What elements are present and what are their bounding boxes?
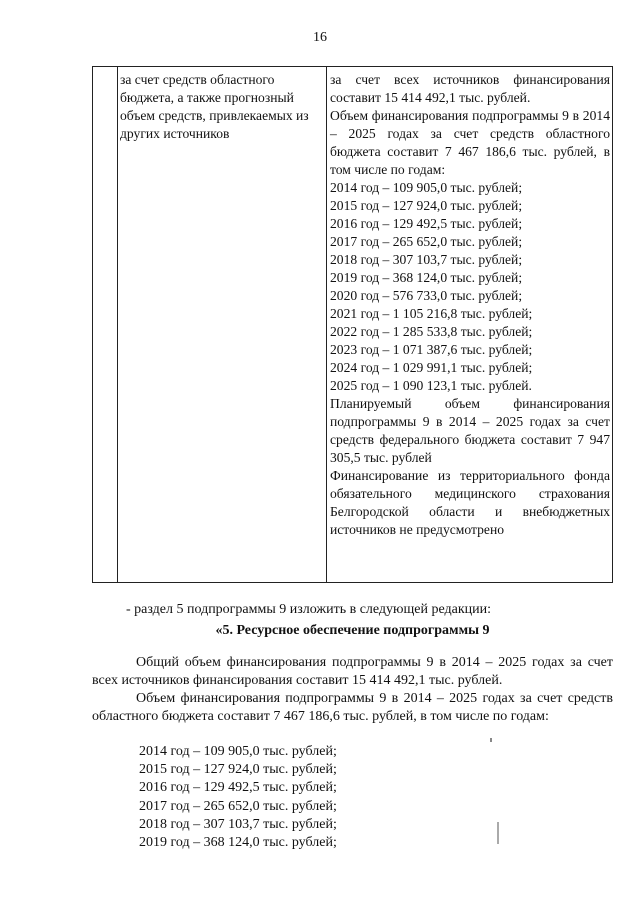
scan-artifact (497, 822, 499, 844)
table-year-item: 2023 год – 1 071 387,6 тыс. рублей; (330, 342, 533, 357)
total-financing-text: за счет всех источников финансирования составит 15 414 492,1 тыс. рублей. (330, 72, 610, 105)
table-cell-content (330, 71, 610, 539)
table-year-item: 2015 год – 127 924,0 тыс. рублей; (330, 198, 523, 213)
total-financing-paragraph: Общий объем финансирования подпрограммы 9 в 2014 – 2025 годах за счет всех источников финансирования составит 15 414 492,1 тыс. рублей. (92, 655, 613, 688)
regional-financing-paragraph: Объем финансирования подпрограммы 9 в 2014 – 2025 годах за счет средств областного бюджета составит 7 467 186,6 тыс. рублей, в том числе по годам: (92, 691, 613, 724)
table-year-item: 2017 год – 265 652,0 тыс. рублей; (330, 234, 523, 249)
regional-financing-text: Объем финансирования подпрограммы 9 в 2014 – 2025 годах за счет средств областного бюджета составит 7 467 186,6 тыс. рублей, в том числе по годам: (330, 108, 610, 177)
table-year-item: 2024 год – 1 029 991,1 тыс. рублей; (330, 360, 533, 375)
table-cell-label: за счет средств областного бюджета, а также прогнозный объем средств, привлекаемых из других источников (120, 72, 309, 141)
scan-artifact (490, 738, 492, 742)
table-year-list (330, 179, 610, 395)
section-heading: «5. Ресурсное обеспечение подпрограммы 9 (215, 623, 490, 638)
year-list-item: 2019 год – 368 124,0 тыс. рублей; (139, 835, 337, 851)
year-list-item: 2018 год – 307 103,7 тыс. рублей; (139, 816, 337, 832)
year-list-item: 2015 год – 127 924,0 тыс. рублей; (139, 762, 337, 778)
table-year-item: 2014 год – 109 905,0 тыс. рублей; (330, 180, 523, 195)
year-list-item: 2017 год – 265 652,0 тыс. рублей; (139, 798, 337, 814)
amendment-instruction: - раздел 5 подпрограммы 9 изложить в следующей редакции: (126, 602, 492, 617)
federal-financing-text: Планируемый объем финансирования подпрограммы 9 в 2014 – 2025 годах за счет средств федерального бюджета составит 7 947 305,5 тыс. рублей (330, 396, 610, 465)
financing-table (92, 66, 613, 583)
table-year-item: 2022 год – 1 285 533,8 тыс. рублей; (330, 324, 533, 339)
table-year-item: 2018 год – 307 103,7 тыс. рублей; (330, 252, 523, 267)
table-year-item: 2025 год – 1 090 123,1 тыс. рублей. (330, 378, 532, 393)
table-divider-left (117, 67, 118, 582)
table-year-item: 2021 год – 1 105 216,8 тыс. рублей; (330, 306, 533, 321)
year-list (139, 743, 337, 852)
table-divider-middle (326, 67, 327, 582)
year-list-item: 2014 год – 109 905,0 тыс. рублей; (139, 744, 337, 759)
table-year-item: 2016 год – 129 492,5 тыс. рублей; (330, 216, 523, 231)
page-number: 16 (313, 30, 327, 45)
table-year-item: 2019 год – 368 124,0 тыс. рублей; (330, 270, 523, 285)
year-list-item: 2016 год – 129 492,5 тыс. рублей; (139, 780, 337, 796)
table-year-item: 2020 год – 576 733,0 тыс. рублей; (330, 288, 523, 303)
other-financing-text: Финансирование из территориального фонда обязательного медицинского страхования Белгородской области и внебюджетных источников не предусмотрено (330, 468, 610, 537)
